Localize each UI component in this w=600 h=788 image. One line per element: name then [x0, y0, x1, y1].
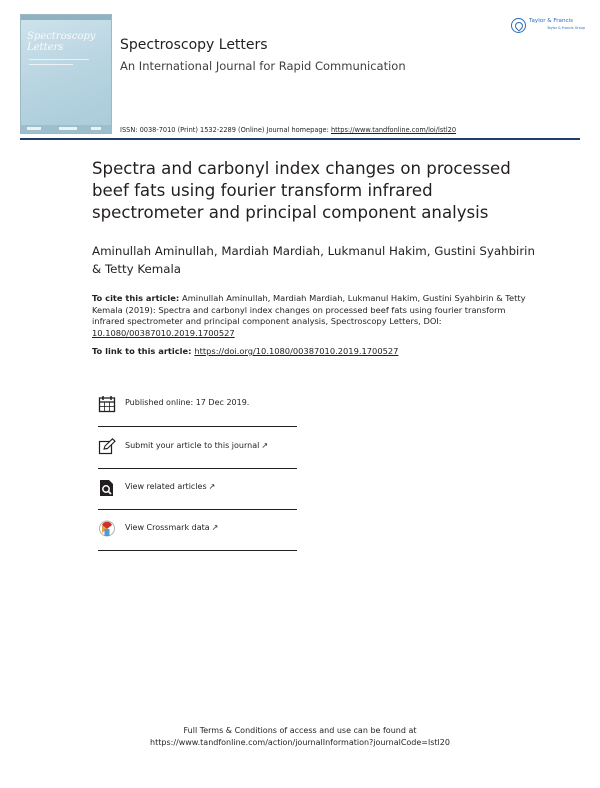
cover-decoration-line — [29, 59, 89, 60]
article-doi-url[interactable]: https://doi.org/10.1080/00387010.2019.1700527 — [194, 346, 399, 356]
cite-label: To cite this article: — [92, 293, 183, 303]
journal-cover-image — [20, 14, 112, 134]
publisher-logo-icon — [511, 18, 526, 33]
cover-title — [27, 31, 107, 53]
related-articles-label — [125, 482, 215, 491]
cover-bottom-strip — [21, 125, 111, 133]
cover-title-line2: Letters — [27, 42, 64, 53]
edit-icon — [98, 438, 116, 456]
article-authors: Aminullah Aminullah, Mardiah Mardiah, Lukmanul Hakim, Gustini Syahbirin & Tetty Kemala — [92, 244, 535, 276]
cover-top-strip — [21, 15, 111, 20]
external-link-icon: ↗ — [211, 523, 219, 532]
link-label: To link to this article: — [92, 346, 195, 356]
issn-text: ISSN: 0038-7010 (Print) 1532-2289 (Online) Journal homepage: — [120, 126, 331, 134]
publisher-group: Taylor & Francis Group — [547, 26, 586, 30]
journal-subtitle: An International Journal for Rapid Communication — [120, 59, 406, 73]
crossmark-link[interactable] — [98, 509, 298, 549]
publisher-logo — [511, 17, 586, 37]
footer-terms-url[interactable]: https://www.tandfonline.com/action/journalInformation?journalCode=lstl20 — [150, 738, 450, 747]
external-link-icon: ↗ — [208, 482, 216, 491]
footer — [0, 725, 600, 749]
journal-name: Spectroscopy Letters — [120, 37, 268, 53]
related-articles-link[interactable] — [98, 468, 298, 508]
related-articles-text: View related articles — [125, 482, 207, 491]
header-divider — [20, 138, 580, 140]
published-online-row — [98, 384, 298, 424]
crossmark-label — [125, 523, 218, 532]
publisher-name: Taylor & Francis — [529, 18, 574, 24]
row-divider — [98, 550, 297, 551]
footer-terms-text: Full Terms & Conditions of access and use can be found at — [183, 726, 417, 735]
cite-text: Aminullah Aminullah, Mardiah Mardiah, Lukmanul Hakim, Gustini Syahbirin & Tetty Kemala (2019): Spectra and carbonyl index changes on processed beef fats using fourier transform infrared spectrometer and principal component analysis, Spectroscopy Letters, DOI: — [92, 293, 526, 326]
article-link-line — [92, 346, 398, 356]
article-title: Spectra and carbonyl index changes on processed beef fats using fourier transform infrared spectrometer and principal component analysis — [92, 159, 511, 222]
submit-article-link[interactable] — [98, 427, 298, 467]
external-link-icon: ↗ — [261, 441, 269, 450]
crossmark-text: View Crossmark data — [125, 523, 210, 532]
cover-title-line1: Spectroscopy — [27, 31, 96, 42]
published-online-text: Published online: 17 Dec 2019. — [125, 398, 250, 407]
cover-decoration-line — [29, 64, 73, 65]
submit-article-text: Submit your article to this journal — [125, 441, 260, 450]
citation-block — [92, 293, 532, 339]
journal-homepage-link[interactable]: https://www.tandfonline.com/loi/lstl20 — [330, 126, 457, 134]
submit-article-label — [125, 441, 268, 450]
doi-link[interactable]: 10.1080/00387010.2019.1700527 — [92, 327, 235, 338]
issn-line — [120, 126, 456, 134]
related-articles-icon — [98, 479, 116, 497]
calendar-icon — [98, 395, 116, 413]
crossmark-icon — [98, 520, 116, 538]
